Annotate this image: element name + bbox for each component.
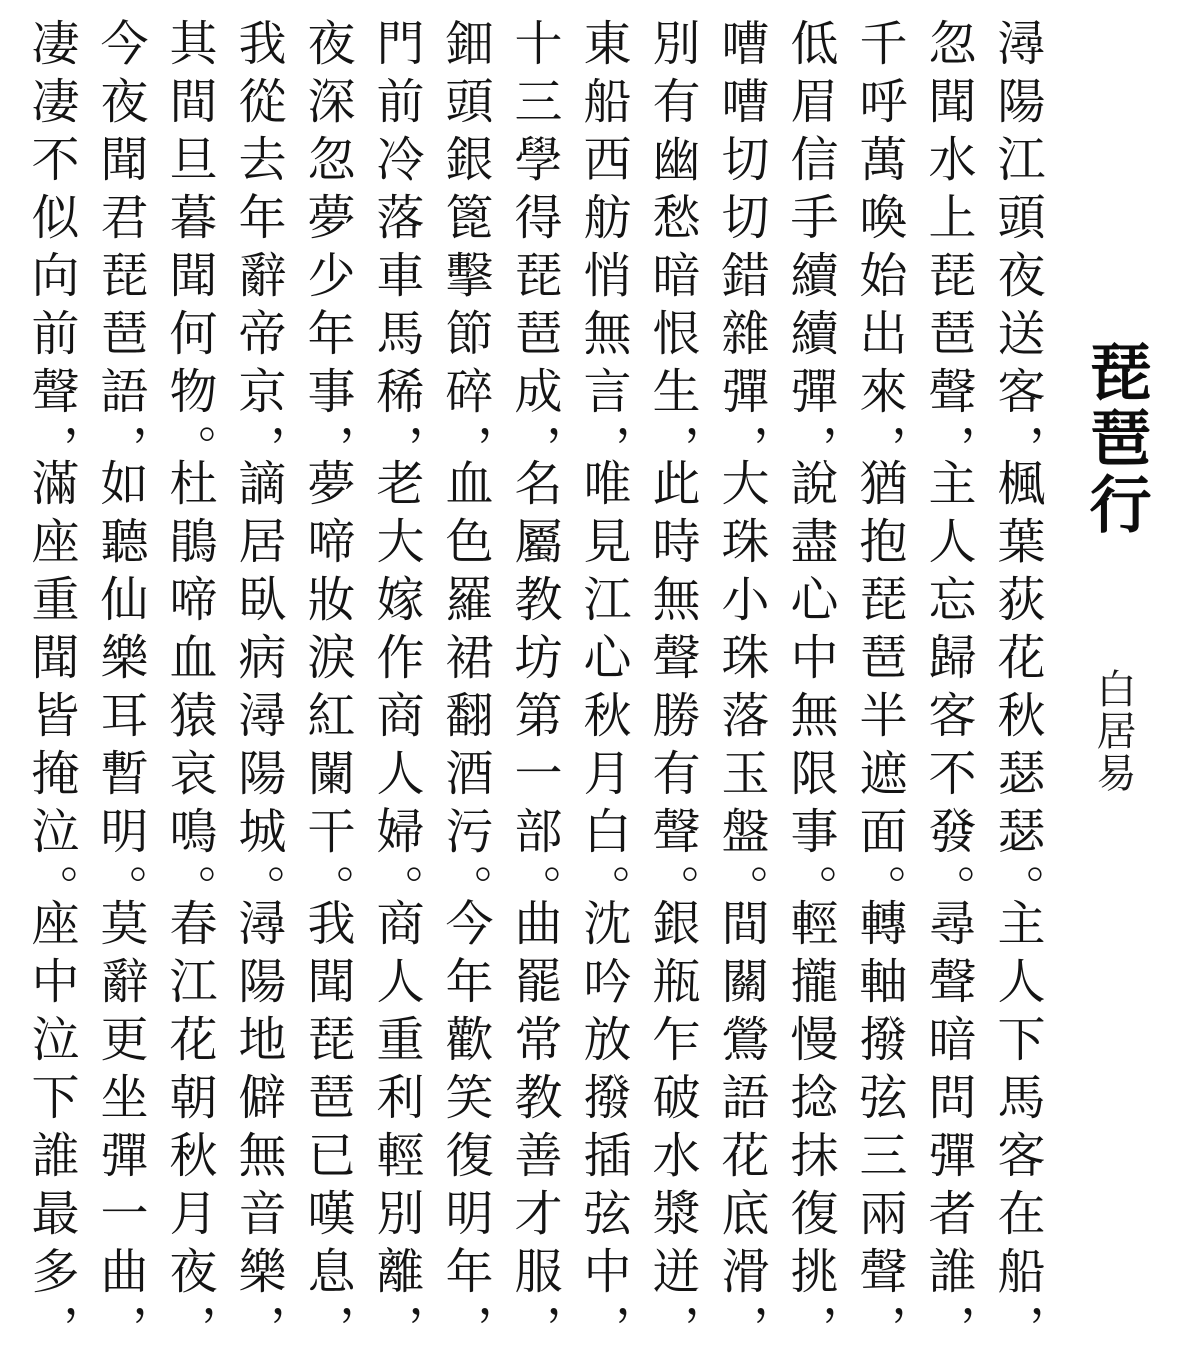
verse-line: 東船西舫悄無言， [575,18,631,482]
verse-line: 謫居臥病潯陽城。 [230,458,286,922]
poem-title: 琵琶行 [1079,340,1152,538]
verse-line: 門前冷落車馬稀， [368,18,424,482]
verse-line: 千呼萬喚始出來， [851,18,907,482]
poem-column [20,18,82,1362]
verse-line: 莫辭更坐彈一曲， [92,898,148,1362]
verse-line: 我聞琵琶已嘆息， [299,898,355,1362]
verse-line: 今夜聞君琵琶語， [92,18,148,482]
verse-line: 名屬教坊第一部。 [506,458,562,922]
verse-line: 忽聞水上琵琶聲， [920,18,976,482]
verse-line: 猶抱琵琶半遮面。 [851,458,907,922]
verse-line: 大珠小珠落玉盤。 [713,458,769,922]
poem-column [641,18,703,1362]
poem-column [434,18,496,1362]
verse-line: 鈿頭銀篦擊節碎， [437,18,493,482]
verse-line: 主人忘歸客不發。 [920,458,976,922]
poem-column [917,18,979,1362]
verse-line: 夜深忽夢少年事， [299,18,355,482]
verse-line: 轉軸撥弦三兩聲， [851,898,907,1362]
poem-body [18,18,1048,1362]
verse-line: 十三學得琵琶成， [506,18,562,482]
verse-line: 別有幽愁暗恨生， [644,18,700,482]
verse-line: 春江花朝秋月夜， [161,898,217,1362]
verse-line: 夢啼妝淚紅闌干。 [299,458,355,922]
poem-column [572,18,634,1362]
verse-line: 商人重利輕別離， [368,898,424,1362]
verse-line: 座中泣下誰最多， [23,898,79,1362]
poem-column [158,18,220,1362]
verse-line: 其間旦暮聞何物。 [161,18,217,482]
verse-line: 潯陽江頭夜送客， [989,18,1045,482]
verse-line: 老大嫁作商人婦。 [368,458,424,922]
poem-column [296,18,358,1362]
verse-line: 銀瓶乍破水漿迸， [644,898,700,1362]
verse-line: 唯見江心秋月白。 [575,458,631,922]
verse-line: 血色羅裙翻酒污。 [437,458,493,922]
poem-column [89,18,151,1362]
poem-column [848,18,910,1362]
verse-line: 低眉信手續續彈， [782,18,838,482]
poem-column [503,18,565,1362]
verse-line: 沈吟放撥插弦中， [575,898,631,1362]
poem-column [710,18,772,1362]
verse-line: 楓葉荻花秋瑟瑟。 [989,458,1045,922]
verse-line: 尋聲暗問彈者誰， [920,898,976,1362]
verse-line: 滿座重聞皆掩泣。 [23,458,79,922]
verse-line: 今年歡笑復明年， [437,898,493,1362]
verse-line: 杜鵑啼血猿哀鳴。 [161,458,217,922]
verse-line: 主人下馬客在船， [989,898,1045,1362]
verse-line: 間關鶯語花底滑， [713,898,769,1362]
poem-column [365,18,427,1362]
verse-line: 潯陽地僻無音樂， [230,898,286,1362]
verse-line: 凄凄不似向前聲， [23,18,79,482]
verse-line: 嘈嘈切切錯雜彈， [713,18,769,482]
verse-line: 如聽仙樂耳暫明。 [92,458,148,922]
poem-author: 白居易 [1090,668,1136,794]
verse-line: 此時無聲勝有聲。 [644,458,700,922]
poem-column [986,18,1048,1362]
verse-line: 曲罷常教善才服， [506,898,562,1362]
verse-line: 說盡心中無限事。 [782,458,838,922]
poem-column [779,18,841,1362]
poem-column [227,18,289,1362]
verse-line: 輕攏慢捻抹復挑， [782,898,838,1362]
verse-line: 我從去年辭帝京， [230,18,286,482]
